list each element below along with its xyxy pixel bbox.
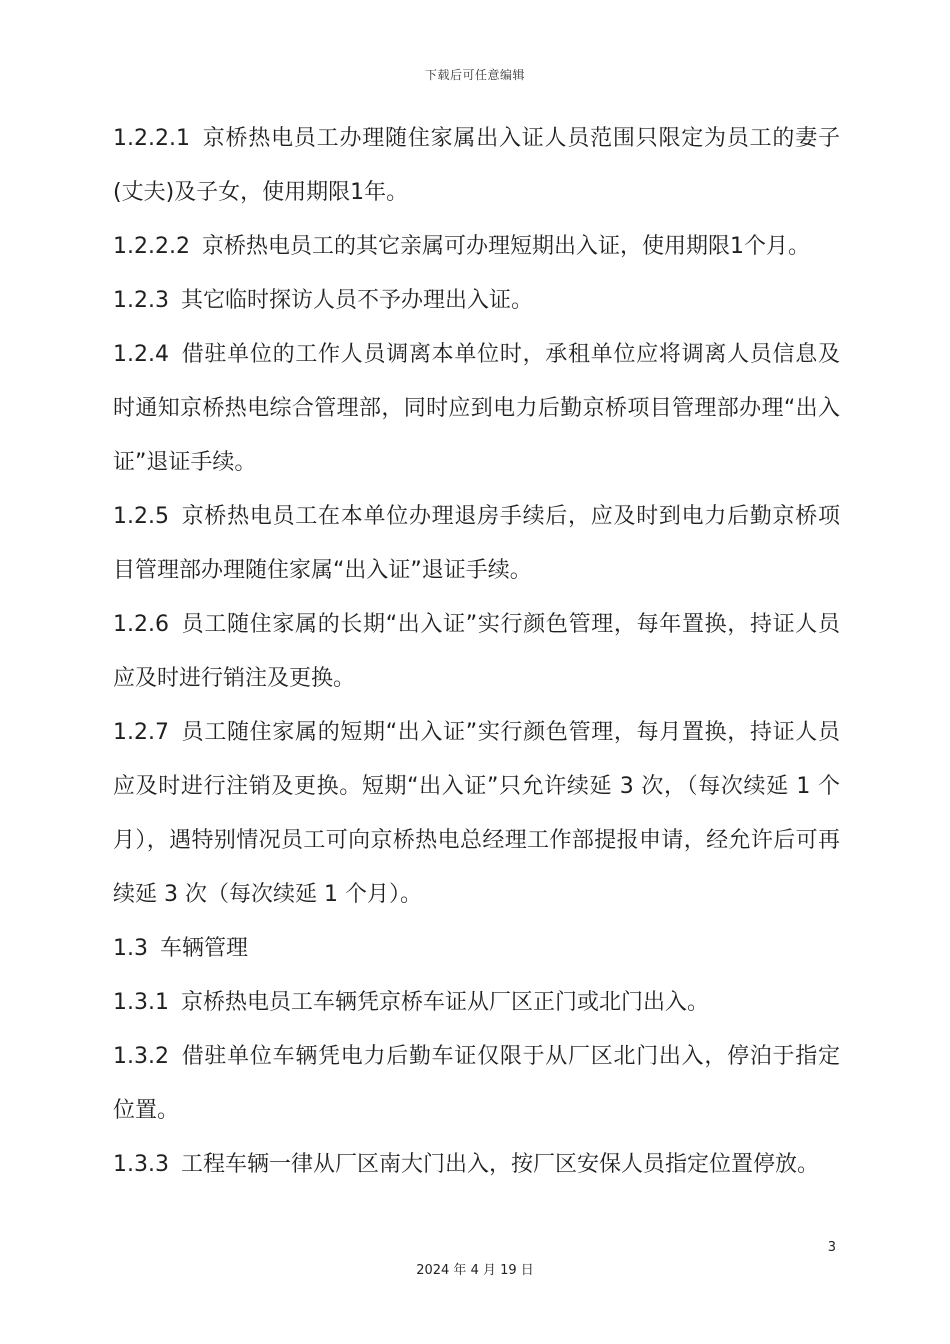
section-number: 1.3.1 — [113, 990, 169, 1015]
paragraph-text: 借驻单位的工作人员调离本单位时，承租单位应将调离人员信息及时通知京桥热电综合管理部，同时应到电力后勤京桥项目管理部办理“出入证”退证手续。 — [113, 342, 840, 475]
paragraph-text: 其它临时探访人员不予办理出入证。 — [180, 288, 533, 313]
section-number: 1.3.2 — [113, 1044, 169, 1069]
paragraph-1-2-3 — [113, 274, 840, 328]
paragraph-text: 员工随住家属的短期“出入证”实行颜色管理，每月置换，持证人员应及时进行注销及更换。短期“出入证”只允许续延 3 次，（每次续延 1 个月），遇特别情况员工可向京桥热电总经理工作部提报申请，经允许后可再续延 3 次（每次续延 1 个月）。 — [113, 720, 840, 907]
section-number: 1.3 — [113, 936, 148, 961]
paragraph-text: 京桥热电员工车辆凭京桥车证从厂区正门或北门出入。 — [180, 990, 709, 1015]
paragraph-1-2-2-1 — [113, 112, 840, 220]
paragraph-text: 工程车辆一律从厂区南大门出入，按厂区安保人员指定位置停放。 — [180, 1152, 819, 1177]
paragraph-text: 借驻单位车辆凭电力后勤车证仅限于从厂区北门出入，停泊于指定位置。 — [113, 1044, 840, 1123]
section-number: 1.2.2.1 — [113, 126, 190, 151]
paragraph-1-3-2 — [113, 1030, 840, 1138]
paragraph-text: 京桥热电员工在本单位办理退房手续后，应及时到电力后勤京桥项目管理部办理随住家属“出入证”退证手续。 — [113, 504, 840, 583]
page-header: 下载后可任意编辑 — [424, 68, 525, 82]
section-number: 1.2.5 — [113, 504, 169, 529]
paragraph-text: 京桥热电员工办理随住家属出入证人员范围只限定为员工的妻子(丈夫)及子女，使用期限1年。 — [113, 126, 840, 205]
paragraph-text: 员工随住家属的长期“出入证”实行颜色管理，每年置换，持证人员应及时进行销注及更换。 — [113, 612, 840, 691]
paragraph-text: 京桥热电员工的其它亲属可办理短期出入证，使用期限1个月。 — [201, 234, 810, 259]
section-number: 1.3.3 — [113, 1152, 169, 1177]
section-number: 1.2.3 — [113, 288, 169, 313]
document-body — [113, 112, 840, 1192]
section-heading-1-3 — [113, 922, 840, 976]
section-number: 1.2.2.2 — [113, 234, 190, 259]
paragraph-1-2-7 — [113, 706, 840, 922]
section-number: 1.2.6 — [113, 612, 169, 637]
paragraph-1-2-4 — [113, 328, 840, 490]
paragraph-1-2-2-2 — [113, 220, 840, 274]
paragraph-1-3-3 — [113, 1138, 840, 1192]
page-footer-date: 2024 年 4 月 19 日 — [416, 1263, 534, 1278]
paragraph-1-2-5 — [113, 490, 840, 598]
section-number: 1.2.4 — [113, 342, 169, 367]
section-number: 1.2.7 — [113, 720, 169, 745]
paragraph-1-3-1 — [113, 976, 840, 1030]
paragraph-1-2-6 — [113, 598, 840, 706]
page-number: 3 — [827, 1240, 836, 1255]
section-heading-text: 车辆管理 — [160, 936, 249, 961]
